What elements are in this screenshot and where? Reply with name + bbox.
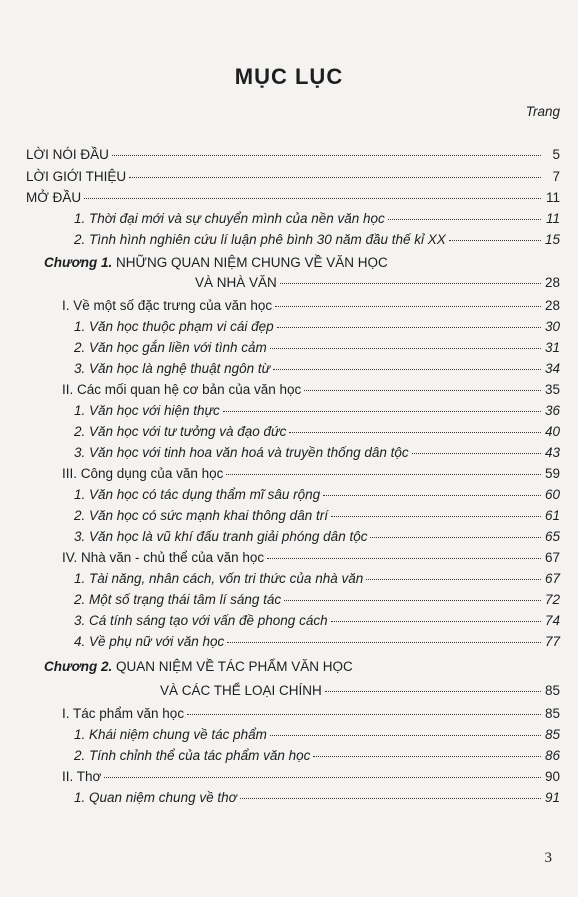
toc-entry[interactable]: I. Về một số đặc trưng của văn học 28 [62,298,560,313]
toc-entry[interactable]: III. Công dụng của văn học 59 [62,466,560,481]
toc-entry[interactable]: I. Tác phẩm văn học 85 [62,706,560,721]
toc-entry[interactable]: 1. Văn học với hiện thực 36 [74,403,560,418]
toc-entry[interactable]: 2. Tình hình nghiên cứu lí luận phê bình 30 năm đầu thế kỉ XX 15 [74,232,560,247]
toc-entry[interactable]: 1. Khái niệm chung về tác phẩm 85 [74,727,560,742]
chapter-heading[interactable]: Chương 2. QUAN NIỆM VỀ TÁC PHẨM VĂN HỌC [44,659,353,674]
toc-entry[interactable]: 4. Về phụ nữ với văn học 77 [74,634,560,649]
chapter-heading-line2[interactable]: VÀ CÁC THỂ LOẠI CHÍNH 85 [160,683,560,698]
toc-entry[interactable]: LỜI NÓI ĐẦU 5 [26,147,560,162]
toc-entry[interactable]: 2. Văn học gắn liền với tình cảm 31 [74,340,560,355]
toc-entry[interactable]: 3. Văn học là nghệ thuật ngôn từ 34 [74,361,560,376]
toc-entry[interactable]: 1. Văn học có tác dụng thẩm mĩ sâu rộng 60 [74,487,560,502]
chapter-heading-line2[interactable]: VÀ NHÀ VĂN 28 [195,275,560,290]
toc-entry[interactable]: 3. Văn học là vũ khí đấu tranh giải phóng dân tộc 65 [74,529,560,544]
page-title: MỤC LỤC [234,64,344,89]
toc-entry[interactable]: LỜI GIỚI THIỆU 7 [26,169,560,184]
toc-entry[interactable]: 3. Văn học với tinh hoa văn hoá và truyền thống dân tộc 43 [74,445,560,460]
toc-entry[interactable]: 1. Tài năng, nhân cách, vốn tri thức của nhà văn 67 [74,571,560,586]
toc-entry[interactable]: 2. Văn học có sức mạnh khai thông dân trí 61 [74,508,560,523]
toc-entry[interactable]: 1. Văn học thuộc phạm vi cái đẹp 30 [74,319,560,334]
toc-entry[interactable]: II. Thơ 90 [62,769,560,784]
page-column-label: Trang [525,104,560,119]
toc-entry[interactable]: 2. Văn học với tư tưởng và đạo đức 40 [74,424,560,439]
toc-entry[interactable]: 1. Quan niệm chung về thơ 91 [74,790,560,805]
toc-entry[interactable]: 1. Thời đại mới và sự chuyển mình của nền văn học 11 [74,211,560,226]
footer-page-number: 3 [544,850,552,866]
toc-entry[interactable]: 2. Một số trạng thái tâm lí sáng tác 72 [74,592,560,607]
toc-entry[interactable]: MỞ ĐẦU 11 [26,190,560,205]
toc-entry[interactable]: IV. Nhà văn - chủ thể của văn học 67 [62,550,560,565]
chapter-heading[interactable]: Chương 1. NHỮNG QUAN NIỆM CHUNG VỀ VĂN HỌC [44,255,388,270]
toc-entry[interactable]: 2. Tính chỉnh thể của tác phẩm văn học 86 [74,748,560,763]
toc-entry[interactable]: 3. Cá tính sáng tạo với vấn đề phong cách 74 [74,613,560,628]
toc-entry[interactable]: II. Các mối quan hệ cơ bản của văn học 35 [62,382,560,397]
